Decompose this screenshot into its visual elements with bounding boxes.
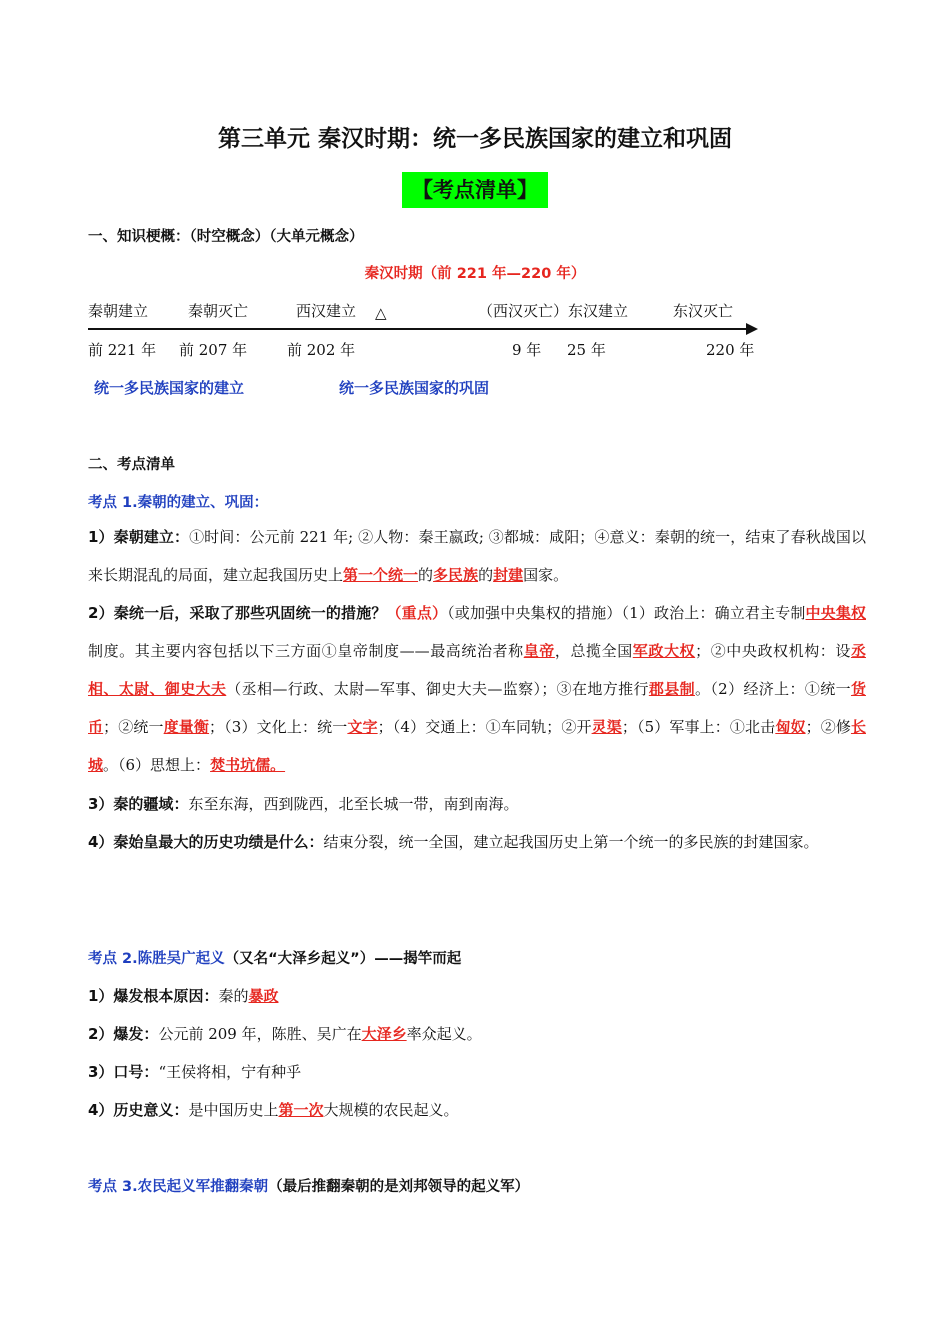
key-term: 郡县制 xyxy=(648,680,695,698)
para-text: 率众起义。 xyxy=(406,1025,482,1043)
timeline-axis xyxy=(88,328,748,330)
para-text: （丞相—行政、太尉—军事、御史大夫—监察）；③在地方推行 xyxy=(226,680,649,698)
key-term: 大泽乡 xyxy=(361,1025,407,1043)
kp2-paragraph-1 xyxy=(88,977,866,1015)
para-text: ；②统一 xyxy=(103,718,164,736)
page-title: 第三单元 秦汉时期：统一多民族国家的建立和巩固 xyxy=(217,126,732,152)
para-text: 制度。其主要内容包括以下三方面①皇帝制度——最高统治者称 xyxy=(88,642,524,660)
badge-wrap xyxy=(0,172,950,208)
timeline-year: 前 221 年 xyxy=(88,341,157,359)
key-term: 第一个统一 xyxy=(343,566,419,584)
key-term: 度量衡 xyxy=(163,718,210,736)
timeline-event: （西汉灭亡）东汉建立 xyxy=(478,302,629,320)
para-text: ；（4）交通上：①车同轨；②开 xyxy=(377,718,592,736)
key-term: 灵渠 xyxy=(591,718,622,736)
timeline-year: 前 207 年 xyxy=(179,341,248,359)
para-text: ；②修 xyxy=(805,718,851,736)
para-label: 2）爆发： xyxy=(88,1025,159,1043)
key-point-2-title xyxy=(88,947,461,968)
para-label: 4）秦始皇最大的历史功绩是什么： xyxy=(88,833,324,851)
key-term: 封建 xyxy=(493,566,524,584)
para-text: “王侯将相，宁有种乎 xyxy=(158,1063,302,1081)
para-text: ；（3）文化上：统一 xyxy=(209,718,348,736)
timeline-year: 25 年 xyxy=(567,341,606,359)
key-term: 焚书坑儒。 xyxy=(210,756,286,774)
key-term: 丞相、太尉、御史大夫 xyxy=(88,642,866,698)
para-label: 1）秦朝建立： xyxy=(88,528,190,546)
key-term: 匈奴 xyxy=(775,718,806,736)
key-tag: （重点） xyxy=(386,604,448,622)
para-text: ①时间：公元前 221 年; ②人物：秦王嬴政; ③都城：咸阳；④意义：秦朝的统一，结束了春秋战国以来长期混乱的局面，建立起我国历史上 xyxy=(88,528,866,584)
para-text: 结束分裂，统一全国，建立起我国历史上第一个统一的多民族的封建国家。 xyxy=(323,833,819,851)
key-term: 暴政 xyxy=(248,987,279,1005)
para-label: 3）秦的疆域： xyxy=(88,795,189,813)
key-term: 皇帝 xyxy=(523,642,555,660)
para-text: 的 xyxy=(478,566,494,584)
kp1-paragraph-1 xyxy=(88,518,866,594)
para-label: 4）历史意义： xyxy=(88,1101,189,1119)
timeline-event: 秦朝建立 xyxy=(88,302,149,320)
arrow-right-icon xyxy=(746,323,758,335)
timeline-event: 西汉建立 xyxy=(296,302,357,320)
key-term: 第一次 xyxy=(278,1101,324,1119)
phase-label-establish: 统一多民族国家的建立 xyxy=(94,379,245,397)
kp2-paragraph-2 xyxy=(88,1015,866,1053)
kp2-paragraph-3 xyxy=(88,1053,866,1091)
key-point-title-text: 考点 2.陈胜吴广起义 xyxy=(88,951,225,967)
para-text: ，总揽全国 xyxy=(554,642,633,660)
para-text: 的 xyxy=(418,566,434,584)
key-term: 长城 xyxy=(88,718,866,774)
kp1-paragraph-3 xyxy=(88,785,866,823)
para-label: 1）爆发根本原因： xyxy=(88,987,219,1005)
kp1-paragraph-4 xyxy=(88,823,866,861)
key-term: 中央集权 xyxy=(805,604,866,622)
para-label: 3）口号： xyxy=(88,1063,159,1081)
key-term: 文字 xyxy=(347,718,378,736)
key-term: 多民族 xyxy=(433,566,479,584)
para-text: （或加强中央集权的措施）（1）政治上：确立君主专制 xyxy=(447,604,806,622)
kp2-paragraph-4 xyxy=(88,1091,866,1129)
triangle-marker-icon: △ xyxy=(375,304,387,322)
key-point-note: （又名“大泽乡起义”）——揭竿而起 xyxy=(224,951,462,967)
timeline-event: 秦朝灭亡 xyxy=(188,302,249,320)
para-text: 秦的 xyxy=(218,987,249,1005)
key-point-note: （最后推翻秦朝的是刘邦领导的起义军） xyxy=(268,1179,530,1195)
checklist-badge: 【考点清单】 xyxy=(402,172,548,208)
para-text: 东至东海，西到陇西，北至长城一带，南到南海。 xyxy=(188,795,519,813)
para-text: ；②中央政权机构：设 xyxy=(695,642,851,660)
timeline-year: 前 202 年 xyxy=(287,341,356,359)
phase-label-consolidate: 统一多民族国家的巩固 xyxy=(339,379,490,397)
para-text: 。（2）经济上：①统一 xyxy=(694,680,851,698)
key-point-title-text: 考点 3.农民起义军推翻秦朝 xyxy=(88,1179,269,1195)
para-text: 公元前 209 年，陈胜、吴广在 xyxy=(158,1025,362,1043)
key-point-1-title: 考点 1.秦朝的建立、巩固： xyxy=(88,495,269,511)
timeline-year: 9 年 xyxy=(512,341,542,359)
kp1-paragraph-2 xyxy=(88,594,866,784)
timeline-title: 秦汉时期（前 221 年—220 年） xyxy=(364,266,586,282)
para-text: 是中国历史上 xyxy=(188,1101,279,1119)
para-text: 。（6）思想上： xyxy=(103,756,211,774)
key-point-3-title xyxy=(88,1175,529,1196)
timeline-year: 220 年 xyxy=(706,341,755,359)
para-label: 2）秦统一后，采取了那些巩固统一的措施？ xyxy=(88,604,387,622)
section-heading-checklist: 二、考点清单 xyxy=(88,457,175,473)
section-heading-overview: 一、知识梗概：（时空概念）（大单元概念） xyxy=(88,229,364,245)
para-text: 国家。 xyxy=(523,566,569,584)
para-text: 大规模的农民起义。 xyxy=(323,1101,459,1119)
key-term: 军政大权 xyxy=(632,642,696,660)
key-term: 货币 xyxy=(88,680,866,736)
para-text: ；（5）军事上：①北击 xyxy=(621,718,776,736)
timeline-event: 东汉灭亡 xyxy=(673,302,734,320)
